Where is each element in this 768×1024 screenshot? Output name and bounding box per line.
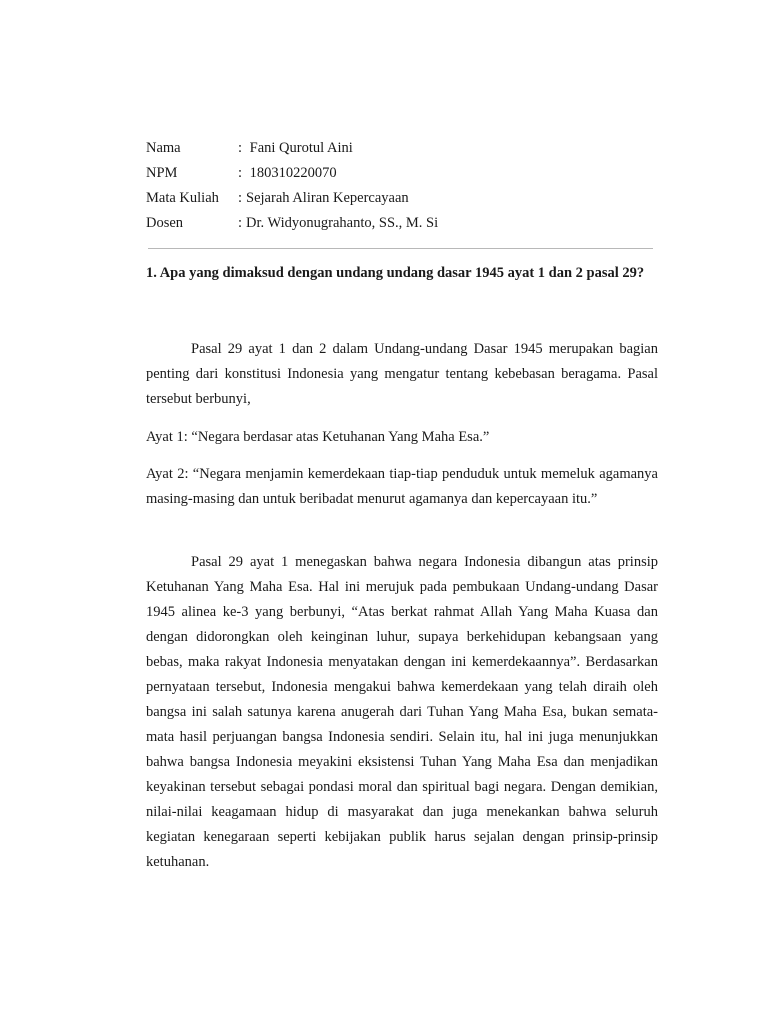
info-label-dosen: Dosen xyxy=(146,215,184,231)
info-label-mata-kuliah: Mata Kuliah xyxy=(146,190,219,206)
info-row-nama xyxy=(146,136,666,161)
info-value-npm: 180310220070 xyxy=(246,165,337,181)
info-separator: : xyxy=(238,140,243,156)
info-separator: : xyxy=(238,215,243,231)
info-row-dosen xyxy=(146,211,666,236)
info-label-nama: Nama xyxy=(146,140,181,156)
paragraph-intro: Pasal 29 ayat 1 dan 2 dalam Undang-undang Dasar 1945 merupakan bagian penting dari konstitusi Indonesia yang mengatur tentang kebebasan beragama. Pasal tersebut berbunyi, xyxy=(146,340,658,407)
info-label-npm: NPM xyxy=(146,165,178,181)
info-separator: : xyxy=(238,165,243,181)
info-value-mata-kuliah: Sejarah Aliran Kepercayaan xyxy=(246,190,409,206)
info-separator: : xyxy=(238,190,243,206)
question-heading: 1. Apa yang dimaksud dengan undang undang dasar 1945 ayat 1 dan 2 pasal 29? xyxy=(146,265,645,281)
student-info-header xyxy=(146,136,666,236)
paragraph-explanation: Pasal 29 ayat 1 menegaskan bahwa negara Indonesia dibangun atas prinsip Ketuhanan Yang Maha Esa. Hal ini merujuk pada pembukaan Undang-undang Dasar 1945 alinea ke-3 yang berbunyi, “Atas berkat rahmat Allah Yang Maha Kuasa dan dengan didorongkan oleh keinginan luhur, supaya berkehidupan kebangsaan yang bebas, maka rakyat Indonesia menyatakan dengan ini kemerdekaannya”. Berdasarkan pernyataan tersebut, Indonesia mengakui bahwa kemerdekaan yang telah diraih oleh bangsa ini salah satunya karena anugerah dari Tuhan Yang Maha Esa, bukan semata-mata hasil perjuangan bangsa Indonesia sendiri. Selain itu, hal ini juga menunjukkan bahwa bangsa Indonesia meyakini eksistensi Tuhan Yang Maha Esa dan menjadikan keyakinan tersebut sebagai pondasi moral dan spiritual bagi negara. Dengan demikian, nilai-nilai keagamaan hidup di masyarakat dan juga menekankan bahwa seluruh kegiatan kenegaraan seperti kebijakan publik harus sejalan dengan prinsip-prinsip ketuhanan. xyxy=(146,553,658,870)
horizontal-divider xyxy=(148,248,653,249)
info-value-dosen: Dr. Widyonugrahanto, SS., M. Si xyxy=(246,215,439,231)
info-row-npm xyxy=(146,161,666,186)
paragraph-ayat-2: Ayat 2: “Negara menjamin kemerdekaan tiap-tiap penduduk untuk memeluk agamanya masing-masing dan untuk beribadat menurut agamanya dan kepercayaan itu.” xyxy=(146,465,658,507)
info-value-nama: Fani Qurotul Aini xyxy=(246,140,353,156)
paragraph-ayat-1: Ayat 1: “Negara berdasar atas Ketuhanan Yang Maha Esa.” xyxy=(146,428,490,445)
info-row-mata-kuliah xyxy=(146,186,666,211)
